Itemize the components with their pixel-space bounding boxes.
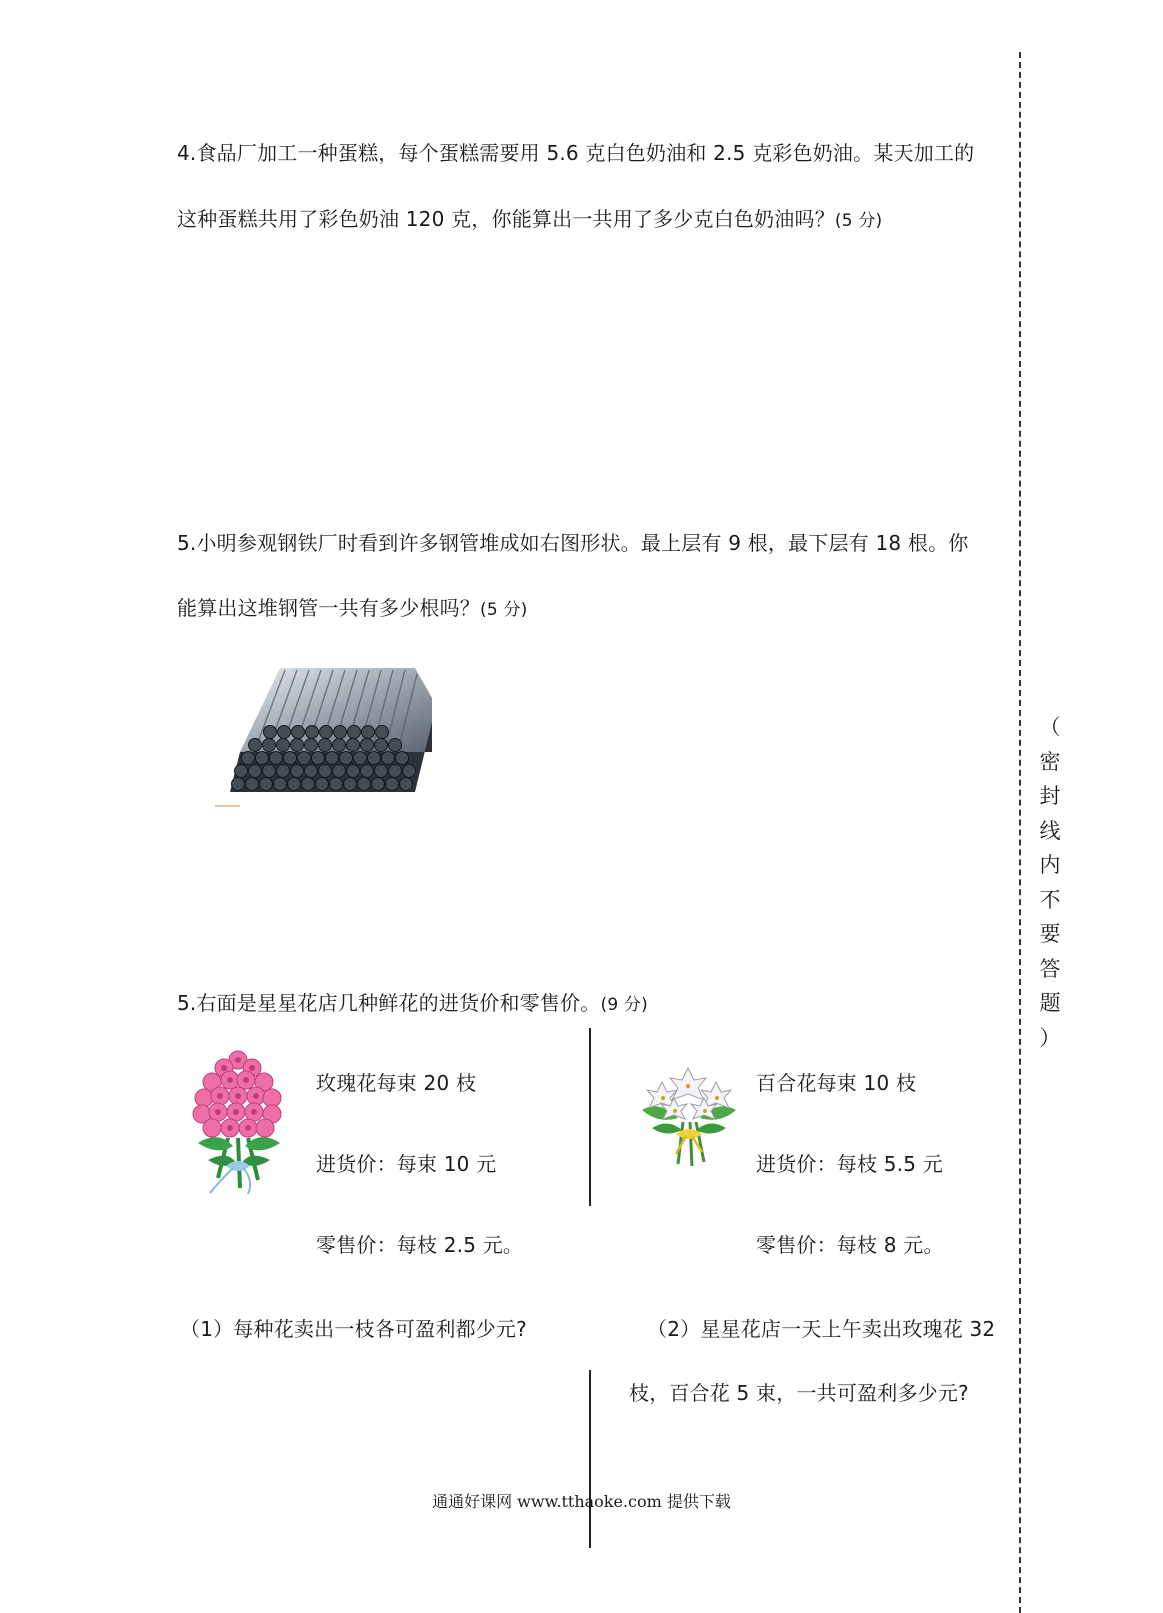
seal-char: （: [1039, 715, 1061, 739]
subquestion-1: （1）每种花卖出一枝各可盈利都少元?: [180, 1317, 527, 1341]
lily-title: 百合花每束 10 枝: [756, 1071, 917, 1095]
rose-title: 玫瑰花每束 20 枝: [316, 1071, 477, 1095]
q4-text-line2: [177, 203, 882, 232]
q5a-question: 能算出这堆钢管一共有多少根吗？: [177, 596, 480, 620]
seal-char: 内: [1039, 853, 1061, 877]
q5b-points: (9 分): [600, 995, 648, 1015]
q4-points: (5 分): [834, 211, 883, 231]
seal-char: 要: [1039, 922, 1061, 946]
seal-char: 封: [1039, 784, 1061, 808]
seal-char: ）: [1039, 1025, 1061, 1050]
lily-bouquet-image: [638, 1060, 740, 1168]
vertical-divider-top: [589, 1028, 591, 1206]
vertical-divider-bottom: [589, 1370, 591, 1548]
q5a-text-line2: [177, 592, 527, 621]
q5b-intro-text: 5.右面是星星花店几种鲜花的进货价和零售价。: [177, 991, 601, 1015]
seal-char: 题: [1039, 991, 1061, 1015]
seal-notice: [1030, 710, 1070, 1055]
page-footer: 通通好课网 www.tthaoke.com 提供下载: [432, 1492, 731, 1511]
seal-char: 答: [1039, 956, 1061, 981]
seal-dashed-line: [1019, 52, 1021, 1613]
q4-text-line1: 4.食品厂加工一种蛋糕，每个蛋糕需要用 5.6 克白色奶油和 2.5 克彩色奶油。某天加工的: [177, 141, 975, 165]
q4-question: 这种蛋糕共用了彩色奶油 120 克，你能算出一共用了多少克白色奶油吗？: [177, 207, 835, 231]
q5a-text-line1: 5.小明参观钢铁厂时看到许多钢管堆成如右图形状。最上层有 9 根，最下层有 18 根。你: [177, 531, 969, 555]
seal-char: 线: [1039, 818, 1061, 843]
subquestion-2-line2: 枝，百合花 5 束，一共可盈利多少元?: [629, 1381, 969, 1405]
q5b-intro: [177, 987, 648, 1016]
seal-char: 密: [1039, 749, 1061, 774]
seal-char: 不: [1039, 887, 1061, 912]
rose-bouquet-image: [188, 1048, 290, 1198]
rose-retail-price: 零售价：每枝 2.5 元。: [316, 1233, 524, 1257]
q5a-points: (5 分): [480, 600, 528, 620]
lily-retail-price: 零售价：每枝 8 元。: [756, 1233, 944, 1257]
lily-cost-price: 进货价：每枝 5.5 元: [756, 1152, 943, 1176]
rose-cost-price: 进货价：每束 10 元: [316, 1152, 497, 1176]
steel-pipes-illustration: [210, 660, 440, 810]
subquestion-2-line1: （2）星星花店一天上午卖出玫瑰花 32: [647, 1317, 996, 1341]
